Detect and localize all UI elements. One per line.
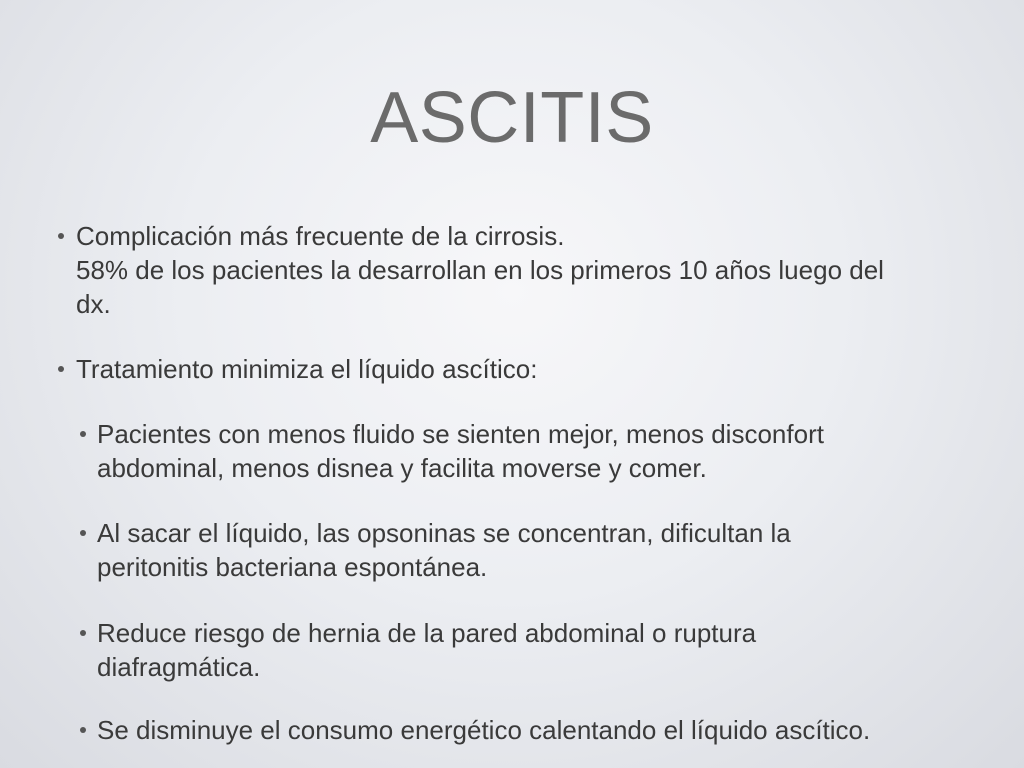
bullet-dot-icon	[80, 530, 86, 536]
sub-bullet-item	[97, 713, 997, 747]
bullet-dot-icon	[58, 233, 64, 239]
bullet-text-line: abdominal, menos disnea y facilita moverse y comer.	[97, 453, 707, 483]
bullet-item	[76, 219, 996, 321]
bullet-dot-icon	[58, 366, 64, 372]
sub-bullet-item	[97, 516, 997, 584]
bullet-text-line: Se disminuye el consumo energético calentando el líquido ascítico.	[97, 715, 871, 745]
bullet-text-line: diafragmática.	[97, 652, 261, 682]
bullet-text-line: peritonitis bacteriana espontánea.	[97, 552, 488, 582]
bullet-item	[76, 352, 996, 386]
bullet-text-line: 58% de los pacientes la desarrollan en los primeros 10 años luego del	[76, 255, 884, 285]
bullet-dot-icon	[80, 727, 86, 733]
bullet-text-line: Pacientes con menos fluido se sienten mejor, menos disconfort	[97, 419, 824, 449]
bullet-text-line: Al sacar el líquido, las opsoninas se concentran, dificultan la	[97, 518, 791, 548]
bullet-dot-icon	[80, 431, 86, 437]
bullet-dot-icon	[80, 630, 86, 636]
bullet-text-line: Tratamiento minimiza el líquido ascítico:	[76, 354, 538, 384]
bullet-text-line: Complicación más frecuente de la cirrosis.	[76, 221, 565, 251]
slide-title: ASCITIS	[370, 78, 654, 158]
bullet-text-line: Reduce riesgo de hernia de la pared abdominal o ruptura	[97, 618, 757, 648]
bullet-text-line: dx.	[76, 289, 111, 319]
sub-bullet-item	[97, 417, 997, 485]
sub-bullet-item	[97, 616, 997, 684]
